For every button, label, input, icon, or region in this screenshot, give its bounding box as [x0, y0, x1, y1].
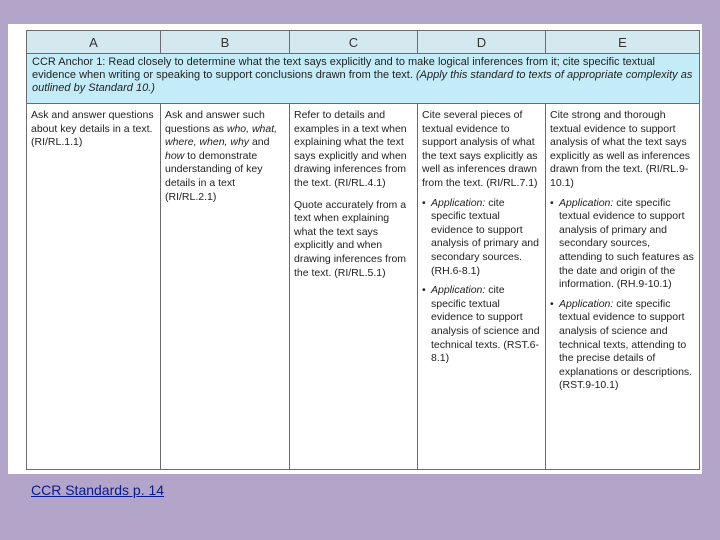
ccr-standards-link[interactable]: CCR Standards p. 14 [31, 482, 165, 498]
cell-c [290, 104, 418, 470]
cell-d-applications [422, 197, 541, 366]
column-header-e: E [546, 31, 700, 54]
column-header-c: C [290, 31, 418, 54]
anchor-standard [27, 54, 700, 104]
cell-d-text: Cite several pieces of textual evidence to support analysis of what the text says explicitly as well as inferences drawn from the text. (RI/RL.7.1) [422, 109, 538, 189]
anchor-row [27, 54, 700, 104]
cell-b [161, 104, 290, 470]
cell-c-text-2: Quote accurately from a text when explaining what the text says explicitly and when drawing inferences from the text. (RI/RL.5.1) [294, 198, 407, 279]
anchor-text: CCR Anchor 1: Read closely to determine what the text says explicitly and to make logical inferences from it; cite specific textual evidence when writing or speaking to support conclusions drawn from the text. [32, 56, 656, 81]
cell-a [27, 104, 161, 470]
cell-a-text: Ask and answer questions about key details in a text. (RI/RL.1.1) [31, 109, 154, 149]
anchor-note: (Apply this standard to texts of appropriate complexity as outlined by Standard 10.) [32, 69, 693, 94]
column-header-row [27, 31, 700, 54]
column-header-b: B [161, 31, 290, 54]
cell-c-text-1: Refer to details and examples in a text when explaining what the text says explicitly and when drawing inferences from the text. (RI/RL.4.1) [294, 109, 407, 189]
list-item: • Application: cite specific textual evidence to support analysis of primary and secondary sources. (RH.6-8.1) [422, 197, 541, 279]
standards-document [8, 24, 702, 474]
standards-table [26, 30, 700, 470]
list-item: • Application: cite specific textual evidence to support analysis of primary and secondary sources, attending to such features as the date and origin of the information. (RH.9-10.1) [550, 197, 695, 292]
column-header-a: A [27, 31, 161, 54]
column-header-d: D [418, 31, 546, 54]
cell-e-text: Cite strong and thorough textual evidence to support analysis of what the text says explicitly as well as inferences drawn from the text. (RI/RL.9-10.1) [550, 109, 691, 189]
cell-e-applications [550, 197, 695, 393]
list-item: • Application: cite specific textual evidence to support analysis of science and technical texts, attending to the precise details of explanations or descriptions. (RST.9-10.1) [550, 298, 695, 393]
cell-b-text: Ask and answer such questions as who, what, where, when, why and how to demonstrate understanding of key details in a text (RI/RL.2.1) [165, 109, 278, 203]
cell-e [546, 104, 700, 470]
grade-level-row [27, 104, 700, 470]
cell-d [418, 104, 546, 470]
list-item: • Application: cite specific textual evidence to support analysis of science and technical texts. (RST.6-8.1) [422, 284, 541, 366]
